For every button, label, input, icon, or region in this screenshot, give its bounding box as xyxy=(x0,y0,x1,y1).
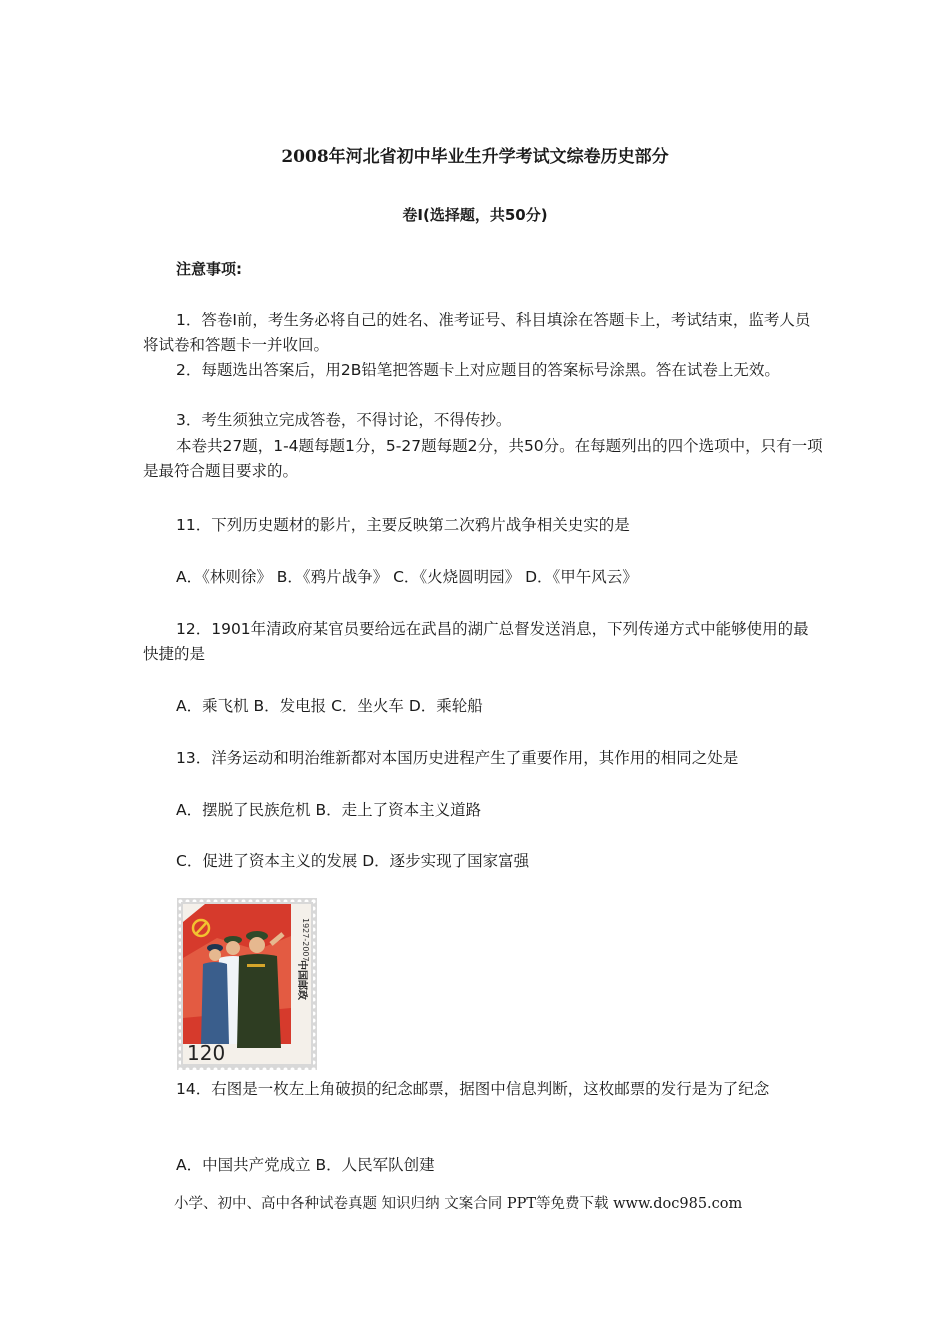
airforce-soldier-figure xyxy=(201,962,229,1044)
notice-item-1: 1．答卷Ⅰ前，考生务必将自己的姓名、准考证号、科目填涂在答题卡上，考试结束，监考人员将试卷和答题卡一并收回。 xyxy=(143,311,811,354)
stamp-country: 中国邮政 xyxy=(296,960,307,1000)
section-instructions: 本卷共27题，1-4题每题1分，5-27题每题2分，共50分。在每题列出的四个选项中，只有一项是最符合题目要求的。 xyxy=(143,437,823,480)
question-14-options-ab: A．中国共产党成立 B．人民军队创建 xyxy=(176,1156,435,1174)
stamp-years: 1927-2007 xyxy=(301,918,310,962)
footer-note: 小学、初中、高中各种试卷真题 知识归纳 文案合同 PPT等免费下载 www.doc985.com xyxy=(174,1196,743,1212)
question-13-stem: 13．洋务运动和明治维新都对本国历史进程产生了重要作用，其作用的相同之处是 xyxy=(176,749,739,767)
notice-item-2: 2．每题选出答案后，用2B铅笔把答题卡上对应题目的答案标号涂黑。答在试卷上无效。 xyxy=(176,361,780,379)
question-12-options: A．乘飞机 B．发电报 C．坐火车 D．乘轮船 xyxy=(176,697,483,715)
question-13-options-cd: C．促进了资本主义的发展 D．逐步实现了国家富强 xyxy=(176,852,530,870)
notice-item-3: 3．考生须独立完成答卷，不得讨论，不得传抄。 xyxy=(176,411,512,429)
army-soldier-figure xyxy=(237,954,281,1048)
page-title: 2008年河北省初中毕业生升学考试文综卷历史部分 xyxy=(281,147,669,167)
notice-heading: 注意事项: xyxy=(176,260,242,278)
commemorative-stamp-image xyxy=(177,898,317,1070)
section-subtitle: 卷Ⅰ(选择题，共50分) xyxy=(402,206,548,224)
question-13-options-ab: A．摆脱了民族危机 B．走上了资本主义道路 xyxy=(176,801,482,819)
question-11-options: A．《林则徐》 B．《鸦片战争》 C．《火烧圆明园》 D．《甲午风云》 xyxy=(176,568,638,586)
question-12-stem: 12．1901年清政府某官员要给远在武昌的湖广总督发送消息，下列传递方式中能够使用的最快捷的是 xyxy=(143,620,809,663)
question-14-stem: 14．右图是一枚左上角破损的纪念邮票，据图中信息判断，这枚邮票的发行是为了纪念 xyxy=(176,1080,770,1098)
question-11-stem: 11．下列历史题材的影片，主要反映第二次鸦片战争相关史实的是 xyxy=(176,516,630,534)
stamp-denomination: 120 xyxy=(187,1041,226,1065)
